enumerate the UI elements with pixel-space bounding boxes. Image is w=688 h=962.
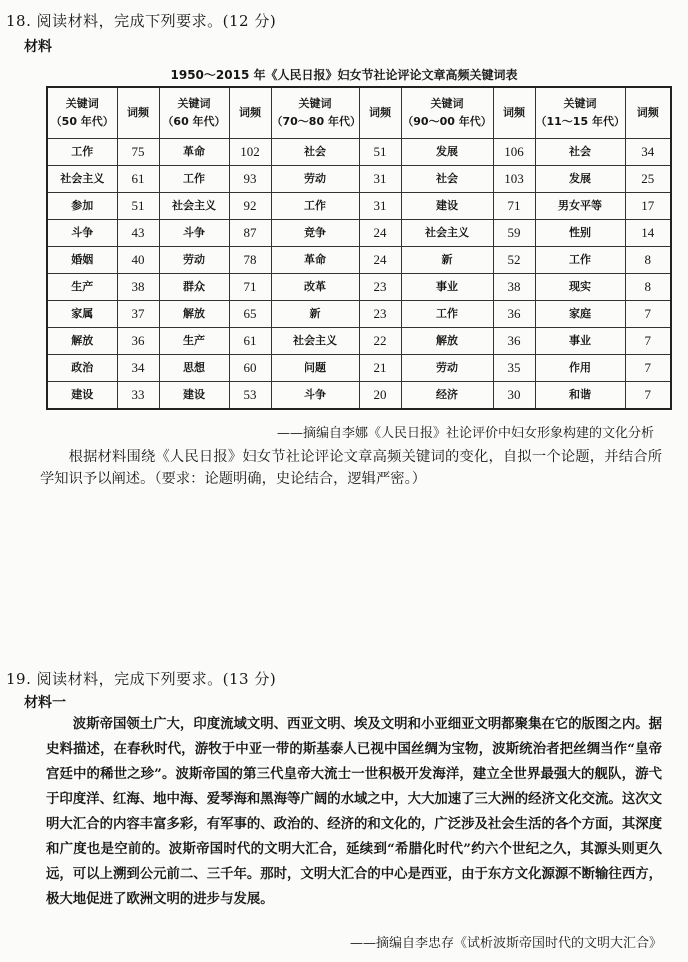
table-header-cell: [493, 87, 535, 139]
q19-paragraph: 波斯帝国领土广大，印度流域文明、西亚文明、埃及文明和小亚细亚文明都聚集在它的版图之内。据史料描述，在春秋时代，游牧于中亚一带的斯基泰人已视中国丝绸为宝物，波斯统治者把丝绸当作“皇帝宫廷中的稀世之珍”。波斯帝国的第三代皇帝大流士一世积极开发海洋，建立全世界最强大的舰队，游弋于印度洋、红海、地中海、爱琴海和黑海等广阔的水域之中，大大加速了三大洲的经济文化交流。这次文明大汇合的内容丰富多彩，有军事的、政治的、经济的和文化的，广泛涉及社会生活的各个方面，其深度和广度也是空前的。波斯帝国时代的文明大汇合，延续到“希腊化时代”约六个世纪之久，其源头则更久远，可以上溯到公元前二、三千年。那时，文明大汇合的中心是西亚，由于东方文化源源不断输往西方，极大地促进了欧洲文明的进步与发展。: [46, 716, 662, 907]
frequency-cell: 7: [625, 355, 671, 382]
table-header-row: [47, 87, 671, 139]
table-header-cell: [401, 87, 493, 139]
frequency-cell: 38: [117, 274, 159, 301]
frequency-cell: 7: [625, 301, 671, 328]
table-header-text: 词频: [127, 106, 149, 119]
keyword-cell: 解放: [401, 328, 493, 355]
q18-source: ——摘编自李娜《人民日报》社论评价中妇女形象构建的文化分析: [276, 426, 654, 441]
frequency-cell: 78: [229, 247, 271, 274]
frequency-cell: 59: [493, 220, 535, 247]
keyword-cell: 生产: [159, 328, 229, 355]
keyword-cell: 社会: [271, 139, 359, 166]
keyword-cell: 事业: [535, 328, 625, 355]
keyword-cell: 斗争: [47, 220, 117, 247]
keyword-cell: 和谐: [535, 382, 625, 410]
table-header-text: 关键词: [298, 97, 332, 110]
q19-heading: 19. 阅读材料，完成下列要求。(13 分): [6, 670, 277, 688]
q18-heading: 18. 阅读材料，完成下列要求。(12 分): [6, 12, 277, 30]
keyword-cell: 劳动: [159, 247, 229, 274]
frequency-cell: 43: [117, 220, 159, 247]
frequency-cell: 21: [359, 355, 401, 382]
table-header-text: 关键词: [430, 97, 464, 110]
table-row: [47, 355, 671, 382]
keyword-cell: 社会: [401, 166, 493, 193]
table-header-cell: [271, 87, 359, 139]
table-header-cell: [117, 87, 159, 139]
table-row: [47, 328, 671, 355]
frequency-cell: 23: [359, 301, 401, 328]
frequency-cell: 61: [229, 328, 271, 355]
frequency-cell: 36: [493, 301, 535, 328]
table-header-cell: [47, 87, 117, 139]
keyword-cell: 社会: [535, 139, 625, 166]
keyword-cell: 竞争: [271, 220, 359, 247]
keyword-cell: 劳动: [271, 166, 359, 193]
frequency-cell: 93: [229, 166, 271, 193]
frequency-cell: 22: [359, 328, 401, 355]
frequency-cell: 34: [625, 139, 671, 166]
keyword-cell: 劳动: [401, 355, 493, 382]
frequency-cell: 51: [359, 139, 401, 166]
frequency-cell: 52: [493, 247, 535, 274]
frequency-cell: 17: [625, 193, 671, 220]
keyword-cell: 发展: [535, 166, 625, 193]
frequency-cell: 87: [229, 220, 271, 247]
keyword-cell: 男女平等: [535, 193, 625, 220]
keyword-cell: 性别: [535, 220, 625, 247]
table-row: [47, 193, 671, 220]
keyword-cell: 经济: [401, 382, 493, 410]
table-header-text: 词频: [239, 106, 261, 119]
table-header-text: （90～00 年代）: [402, 115, 492, 128]
keyword-cell: 群众: [159, 274, 229, 301]
keyword-cell: 思想: [159, 355, 229, 382]
frequency-cell: 36: [493, 328, 535, 355]
table-row: [47, 247, 671, 274]
keyword-cell: 工作: [47, 139, 117, 166]
q18-material-label: 材料: [24, 39, 52, 55]
frequency-cell: 33: [117, 382, 159, 410]
frequency-cell: 30: [493, 382, 535, 410]
keyword-cell: 斗争: [159, 220, 229, 247]
keyword-cell: 新: [401, 247, 493, 274]
keyword-cell: 工作: [535, 247, 625, 274]
frequency-cell: 8: [625, 274, 671, 301]
table-header-cell: [625, 87, 671, 139]
table-header-text: 关键词: [177, 97, 211, 110]
frequency-cell: 24: [359, 220, 401, 247]
frequency-cell: 35: [493, 355, 535, 382]
table-header-text: 关键词: [563, 97, 597, 110]
frequency-cell: 71: [229, 274, 271, 301]
table-row: [47, 139, 671, 166]
frequency-cell: 8: [625, 247, 671, 274]
frequency-cell: 25: [625, 166, 671, 193]
frequency-cell: 53: [229, 382, 271, 410]
frequency-cell: 14: [625, 220, 671, 247]
frequency-cell: 38: [493, 274, 535, 301]
table-row: [47, 382, 671, 410]
frequency-cell: 40: [117, 247, 159, 274]
frequency-cell: 23: [359, 274, 401, 301]
keyword-cell: 作用: [535, 355, 625, 382]
table-header-cell: [229, 87, 271, 139]
table-header-text: （50 年代）: [50, 115, 114, 128]
table-header-text: 词频: [369, 106, 391, 119]
q19-material-label: 材料一: [24, 695, 66, 711]
frequency-cell: 31: [359, 166, 401, 193]
table-title: 1950～2015 年《人民日报》妇女节社论评论文章高频关键词表: [170, 68, 518, 82]
keyword-cell: 现实: [535, 274, 625, 301]
table-header-text: 关键词: [65, 97, 99, 110]
frequency-cell: 61: [117, 166, 159, 193]
keyword-cell: 建设: [401, 193, 493, 220]
keyword-cell: 社会主义: [159, 193, 229, 220]
frequency-cell: 7: [625, 382, 671, 410]
frequency-cell: 92: [229, 193, 271, 220]
table-header-cell: [535, 87, 625, 139]
table-header-text: （70～80 年代）: [271, 115, 361, 128]
keyword-cell: 社会主义: [401, 220, 493, 247]
table-row: [47, 274, 671, 301]
keyword-cell: 政治: [47, 355, 117, 382]
keyword-cell: 斗争: [271, 382, 359, 410]
table-row: [47, 301, 671, 328]
table-header-text: 词频: [503, 106, 525, 119]
keyword-cell: 婚姻: [47, 247, 117, 274]
keyword-cell: 社会主义: [47, 166, 117, 193]
keyword-cell: 发展: [401, 139, 493, 166]
keyword-cell: 社会主义: [271, 328, 359, 355]
table-header-cell: [159, 87, 229, 139]
keyword-cell: 建设: [47, 382, 117, 410]
frequency-cell: 60: [229, 355, 271, 382]
keyword-cell: 解放: [47, 328, 117, 355]
keyword-cell: 新: [271, 301, 359, 328]
keyword-cell: 工作: [159, 166, 229, 193]
frequency-cell: 7: [625, 328, 671, 355]
frequency-cell: 36: [117, 328, 159, 355]
keyword-cell: 生产: [47, 274, 117, 301]
keyword-cell: 家属: [47, 301, 117, 328]
frequency-cell: 37: [117, 301, 159, 328]
frequency-cell: 24: [359, 247, 401, 274]
keyword-cell: 工作: [271, 193, 359, 220]
frequency-cell: 51: [117, 193, 159, 220]
keyword-cell: 解放: [159, 301, 229, 328]
table-header-cell: [359, 87, 401, 139]
table-row: [47, 220, 671, 247]
frequency-cell: 34: [117, 355, 159, 382]
table-header-text: 词频: [636, 106, 659, 119]
keyword-cell: 参加: [47, 193, 117, 220]
q19-source: ——摘编自李忠存《试析波斯帝国时代的文明大汇合》: [349, 936, 662, 951]
frequency-cell: 20: [359, 382, 401, 410]
frequency-cell: 106: [493, 139, 535, 166]
frequency-cell: 103: [493, 166, 535, 193]
keyword-cell: 家庭: [535, 301, 625, 328]
keyword-cell: 事业: [401, 274, 493, 301]
table-header-text: （11～15 年代）: [535, 115, 625, 128]
table-header-text: （60 年代）: [162, 115, 226, 128]
keyword-cell: 问题: [271, 355, 359, 382]
keyword-table: [46, 86, 672, 410]
keyword-cell: 革命: [159, 139, 229, 166]
keyword-cell: 工作: [401, 301, 493, 328]
table-row: [47, 166, 671, 193]
frequency-cell: 65: [229, 301, 271, 328]
keyword-cell: 改革: [271, 274, 359, 301]
q18-question: 根据材料围绕《人民日报》妇女节社论评论文章高频关键词的变化，自拟一个论题，并结合所学知识予以阐述。（要求：论题明确，史论结合，逻辑严密。）: [40, 449, 662, 487]
keyword-cell: 革命: [271, 247, 359, 274]
frequency-cell: 102: [229, 139, 271, 166]
frequency-cell: 75: [117, 139, 159, 166]
frequency-cell: 31: [359, 193, 401, 220]
frequency-cell: 71: [493, 193, 535, 220]
keyword-cell: 建设: [159, 382, 229, 410]
